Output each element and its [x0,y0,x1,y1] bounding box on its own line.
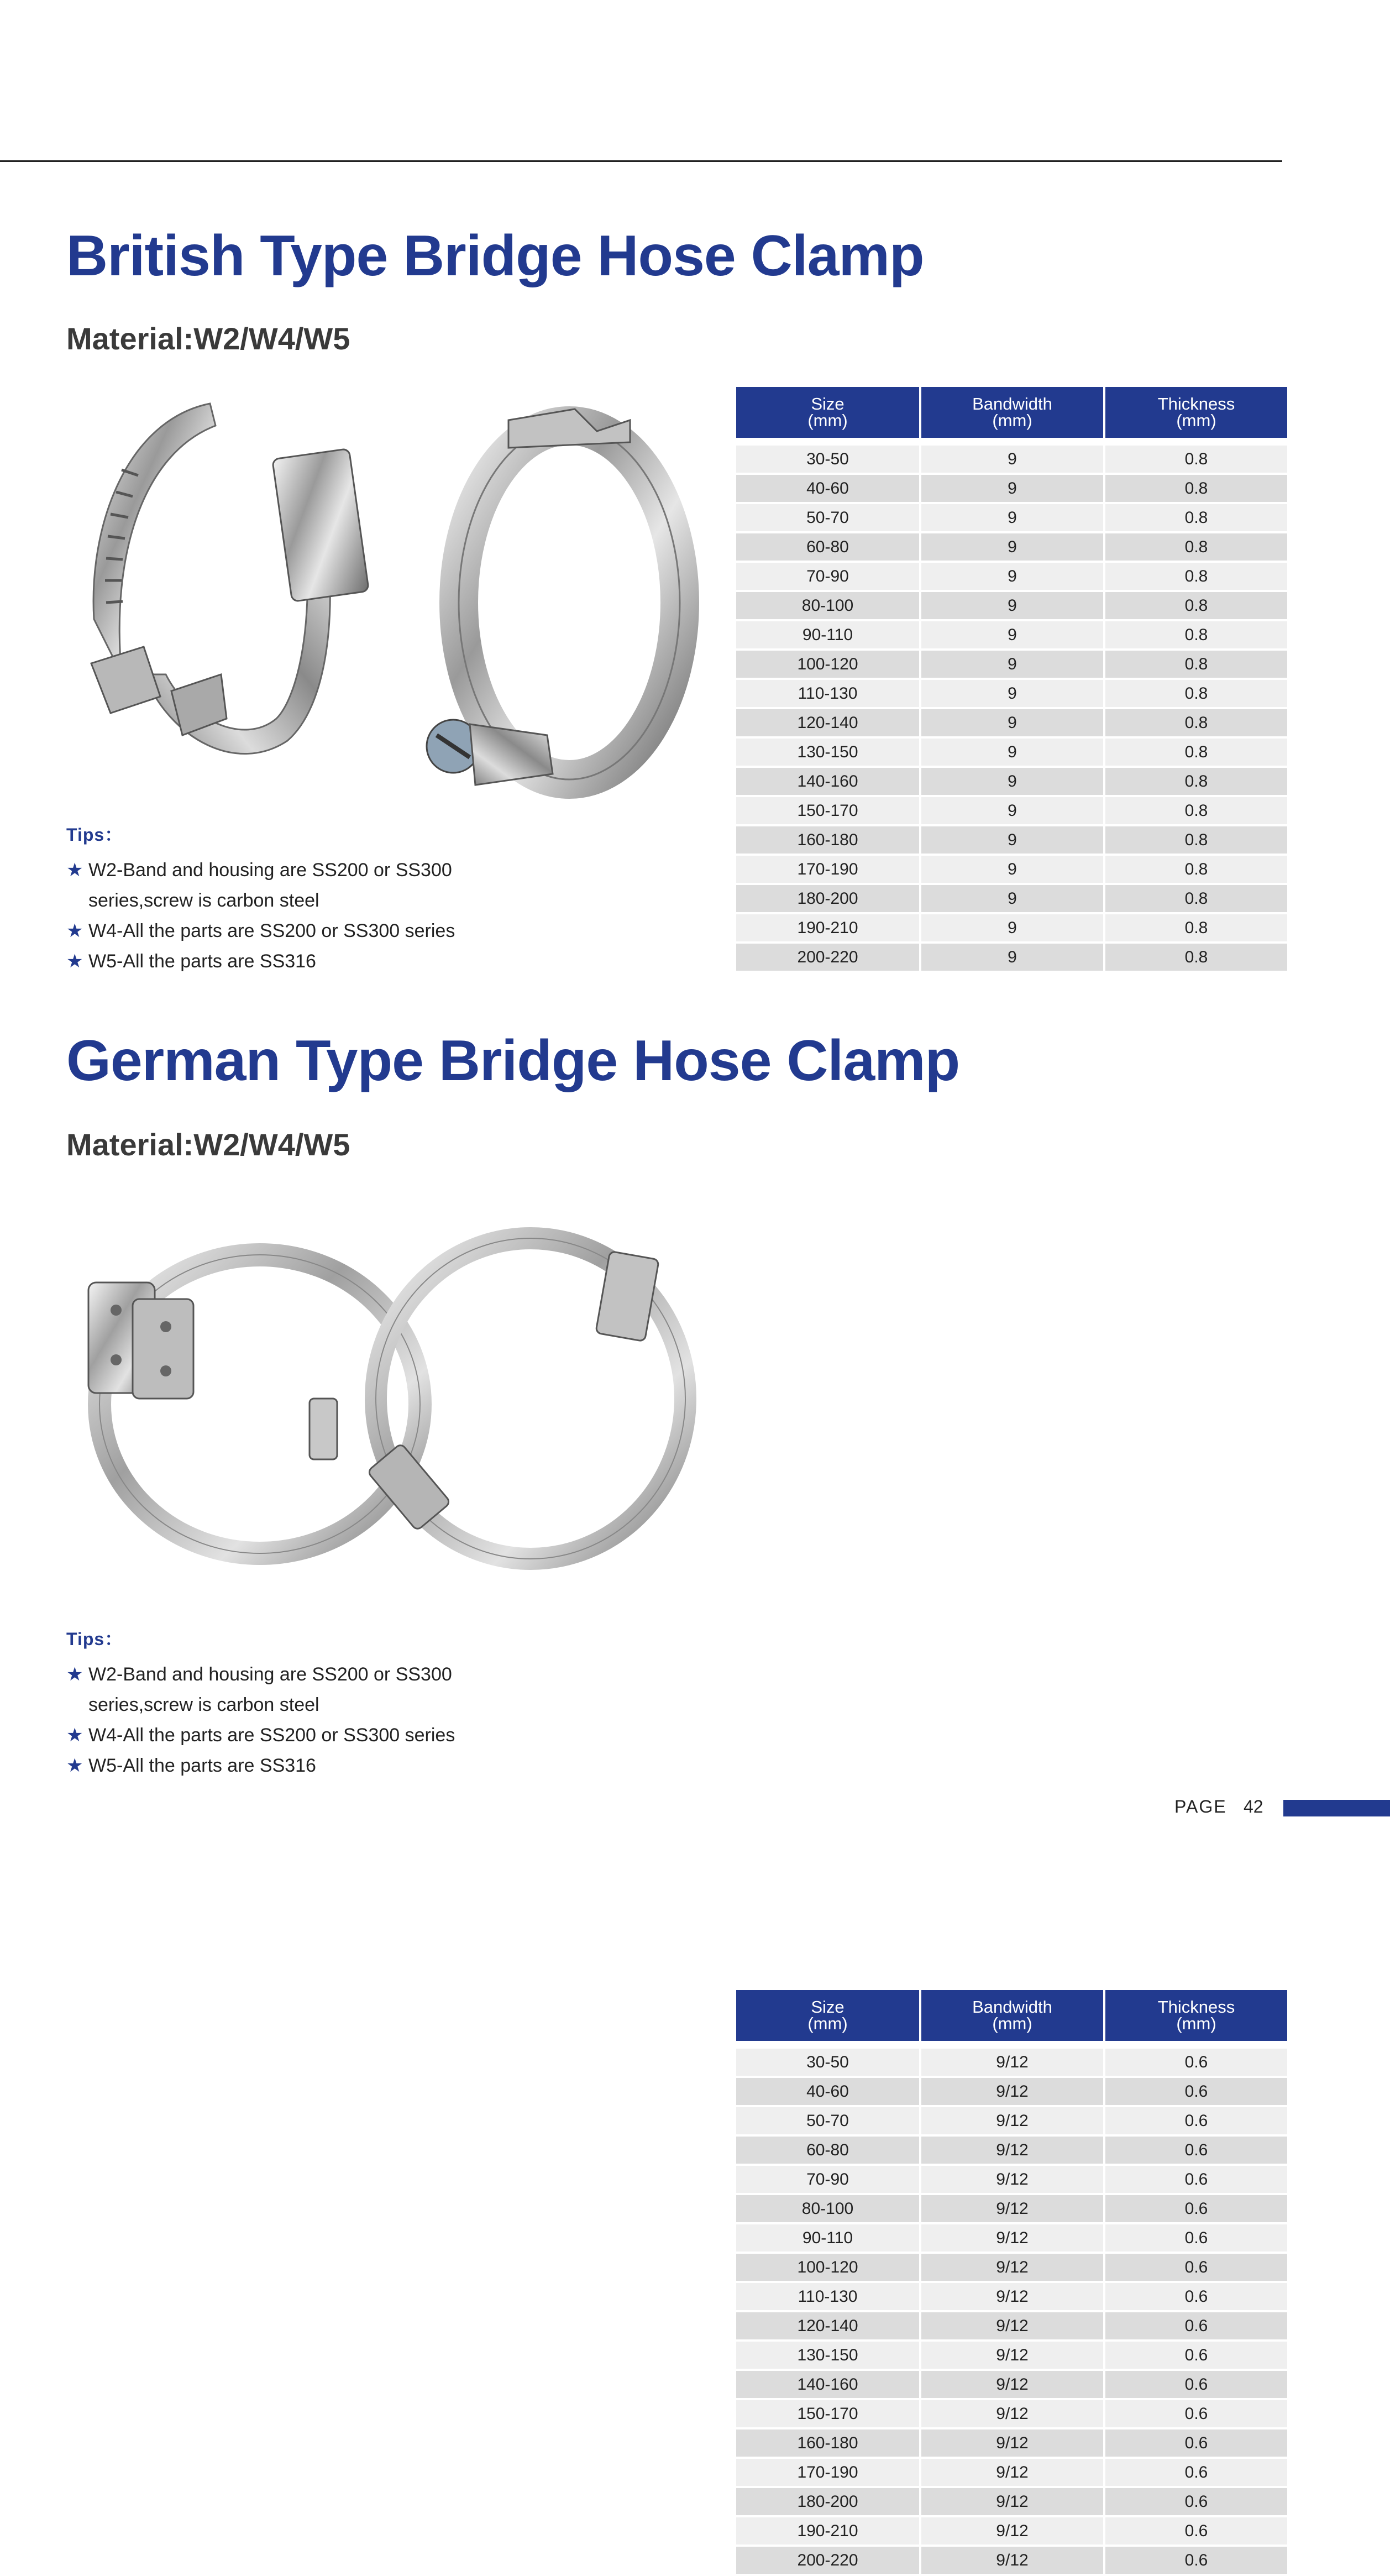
size-cell: 130-150 [736,739,919,766]
thickness-cell: 0.6 [1105,2517,1287,2544]
size-cell: 110-130 [736,680,919,707]
table-row [736,885,1287,912]
size-cell: 150-170 [736,797,919,824]
thickness-cell: 0.6 [1105,2342,1287,2369]
size-cell: 110-130 [736,2283,919,2310]
star-icon: ★ [66,1725,83,1746]
tips-label: Tips： [66,1629,123,1649]
material-label: Material:W2/W4/W5 [66,1127,350,1162]
bandwidth-cell: 9/12 [921,2078,1103,2105]
table-row [736,680,1287,707]
bandwidth-cell: 9 [921,533,1103,561]
bandwidth-cell: 9 [921,563,1103,590]
thickness-cell: 0.6 [1105,2371,1287,2398]
size-cell: 80-100 [736,2195,919,2222]
thickness-cell: 0.8 [1105,768,1287,795]
size-cell: 120-140 [736,709,919,736]
thickness-cell: 0.8 [1105,475,1287,502]
column-header-thickness: Thickness (mm) [1105,1990,1287,2041]
thickness-cell: 0.6 [1105,2166,1287,2193]
tip-item: ★ W4-All the parts are SS200 or SS300 series [66,916,486,946]
table-row [736,856,1287,883]
thickness-cell: 0.6 [1105,2459,1287,2486]
size-cell: 60-80 [736,2137,919,2164]
thickness-cell: 0.8 [1105,563,1287,590]
thickness-cell: 0.6 [1105,2312,1287,2339]
table-row [736,2137,1287,2164]
british-clamp-photo [77,387,707,829]
size-cell: 150-170 [736,2400,919,2427]
bandwidth-cell: 9 [921,739,1103,766]
column-header-size: Size (mm) [736,387,919,438]
table-row [736,446,1287,473]
table-row [736,2049,1287,2076]
bandwidth-cell: 9/12 [921,2137,1103,2164]
table-row [736,2517,1287,2544]
size-cell: 40-60 [736,475,919,502]
size-cell: 200-220 [736,944,919,971]
table-row [736,651,1287,678]
thickness-cell: 0.8 [1105,885,1287,912]
star-icon: ★ [66,860,83,881]
bandwidth-cell: 9 [921,651,1103,678]
table-row [736,475,1287,502]
tips-block [66,821,486,977]
thickness-cell: 0.6 [1105,2195,1287,2222]
star-icon: ★ [66,920,83,941]
bandwidth-cell: 9/12 [921,2283,1103,2310]
page-number: 42 [1244,1797,1263,1816]
size-cell: 120-140 [736,2312,919,2339]
size-cell: 190-210 [736,914,919,941]
material-label: Material:W2/W4/W5 [66,321,350,356]
section-title: British Type Bridge Hose Clamp [66,224,924,288]
thickness-cell: 0.8 [1105,856,1287,883]
table-row [736,2400,1287,2427]
bandwidth-cell: 9/12 [921,2342,1103,2369]
bandwidth-cell: 9/12 [921,2254,1103,2281]
size-cell: 180-200 [736,2488,919,2515]
bandwidth-cell: 9/12 [921,2107,1103,2134]
thickness-cell: 0.8 [1105,651,1287,678]
size-cell: 70-90 [736,563,919,590]
thickness-cell: 0.6 [1105,2488,1287,2515]
table-row [736,2254,1287,2281]
tip-item: ★ W4-All the parts are SS200 or SS300 series [66,1720,486,1751]
table-row [736,2488,1287,2515]
table-row [736,826,1287,854]
table-row [736,944,1287,971]
table-row [736,797,1287,824]
star-icon: ★ [66,1664,83,1685]
tip-item: ★ W5-All the parts are SS316 [66,1751,486,1781]
tip-item: ★ W2-Band and housing are SS200 or SS300 series,screw is carbon steel [66,855,486,916]
bandwidth-cell: 9 [921,826,1103,854]
bandwidth-cell: 9 [921,797,1103,824]
bandwidth-cell: 9/12 [921,2166,1103,2193]
bandwidth-cell: 9 [921,680,1103,707]
size-cell: 160-180 [736,2430,919,2457]
size-cell: 200-220 [736,2547,919,2574]
thickness-cell: 0.8 [1105,826,1287,854]
size-cell: 180-200 [736,885,919,912]
column-header-size: Size (mm) [736,1990,919,2041]
table-row [736,914,1287,941]
spec-table [734,1988,1289,2576]
size-cell: 50-70 [736,2107,919,2134]
thickness-cell: 0.6 [1105,2224,1287,2252]
size-cell: 90-110 [736,2224,919,2252]
bandwidth-cell: 9 [921,709,1103,736]
table-row [736,533,1287,561]
bandwidth-cell: 9 [921,944,1103,971]
thickness-cell: 0.6 [1105,2254,1287,2281]
bandwidth-cell: 9/12 [921,2049,1103,2076]
thickness-cell: 0.8 [1105,709,1287,736]
bandwidth-cell: 9 [921,885,1103,912]
table-row [736,621,1287,648]
bandwidth-cell: 9 [921,504,1103,531]
size-cell: 90-110 [736,621,919,648]
thickness-cell: 0.8 [1105,914,1287,941]
thickness-cell: 0.8 [1105,533,1287,561]
table-row [736,2078,1287,2105]
tips-label: Tips： [66,825,123,845]
table-row [736,504,1287,531]
bandwidth-cell: 9/12 [921,2459,1103,2486]
table-row [736,2342,1287,2369]
bandwidth-cell: 9/12 [921,2195,1103,2222]
table-row [736,2224,1287,2252]
table-row [736,2371,1287,2398]
table-row [736,563,1287,590]
thickness-cell: 0.8 [1105,592,1287,619]
top-divider [0,160,1282,162]
table-row [736,2312,1287,2339]
thickness-cell: 0.8 [1105,504,1287,531]
page-accent-bar [1283,1800,1390,1816]
spec-table [734,385,1289,973]
size-cell: 40-60 [736,2078,919,2105]
table-row [736,2547,1287,2574]
tips-block [66,1625,486,1781]
size-cell: 60-80 [736,533,919,561]
bandwidth-cell: 9 [921,914,1103,941]
thickness-cell: 0.8 [1105,944,1287,971]
tip-item: ★ W5-All the parts are SS316 [66,946,486,977]
thickness-cell: 0.6 [1105,2547,1287,2574]
bandwidth-cell: 9/12 [921,2430,1103,2457]
star-icon: ★ [66,1755,83,1776]
thickness-cell: 0.8 [1105,621,1287,648]
clamp-right [427,409,680,785]
section-title: German Type Bridge Hose Clamp [66,1029,960,1093]
star-icon: ★ [66,951,83,972]
size-cell: 100-120 [736,2254,919,2281]
thickness-cell: 0.6 [1105,2107,1287,2134]
size-cell: 70-90 [736,2166,919,2193]
size-cell: 170-190 [736,856,919,883]
size-cell: 170-190 [736,2459,919,2486]
bandwidth-cell: 9 [921,856,1103,883]
table-row [736,739,1287,766]
column-header-bandwidth: Bandwidth (mm) [921,1990,1103,2041]
size-cell: 190-210 [736,2517,919,2544]
bandwidth-cell: 9/12 [921,2400,1103,2427]
size-cell: 130-150 [736,2342,919,2369]
thickness-cell: 0.6 [1105,2049,1287,2076]
size-cell: 140-160 [736,2371,919,2398]
size-cell: 30-50 [736,446,919,473]
thickness-cell: 0.8 [1105,680,1287,707]
size-cell: 140-160 [736,768,919,795]
thickness-cell: 0.8 [1105,739,1287,766]
page-label: PAGE [1174,1797,1227,1816]
bandwidth-cell: 9/12 [921,2312,1103,2339]
thickness-cell: 0.8 [1105,446,1287,473]
bandwidth-cell: 9 [921,475,1103,502]
thickness-cell: 0.6 [1105,2137,1287,2164]
table-row [736,2195,1287,2222]
table-row [736,709,1287,736]
bandwidth-cell: 9/12 [921,2224,1103,2252]
table-row [736,768,1287,795]
thickness-cell: 0.6 [1105,2430,1287,2457]
size-cell: 100-120 [736,651,919,678]
bandwidth-cell: 9 [921,621,1103,648]
thickness-cell: 0.6 [1105,2400,1287,2427]
table-row [736,2166,1287,2193]
thickness-cell: 0.8 [1105,797,1287,824]
thickness-cell: 0.6 [1105,2078,1287,2105]
table-row [736,2430,1287,2457]
size-cell: 160-180 [736,826,919,854]
bandwidth-cell: 9/12 [921,2517,1103,2544]
bandwidth-cell: 9/12 [921,2371,1103,2398]
bandwidth-cell: 9/12 [921,2547,1103,2574]
table-row [736,2459,1287,2486]
bandwidth-cell: 9/12 [921,2488,1103,2515]
bandwidth-cell: 9 [921,446,1103,473]
size-cell: 50-70 [736,504,919,531]
german-clamp-photo [77,1216,707,1614]
size-cell: 80-100 [736,592,919,619]
column-header-thickness: Thickness (mm) [1105,387,1287,438]
column-header-bandwidth: Bandwidth (mm) [921,387,1103,438]
table-body [736,440,1287,971]
table-body [736,2043,1287,2574]
table-row [736,592,1287,619]
table-row [736,2283,1287,2310]
tip-item: ★ W2-Band and housing are SS200 or SS300 series,screw is carbon steel [66,1659,486,1720]
thickness-cell: 0.6 [1105,2283,1287,2310]
size-cell: 30-50 [736,2049,919,2076]
table-row [736,2107,1287,2134]
clamp-left [91,404,369,754]
bandwidth-cell: 9 [921,768,1103,795]
bandwidth-cell: 9 [921,592,1103,619]
